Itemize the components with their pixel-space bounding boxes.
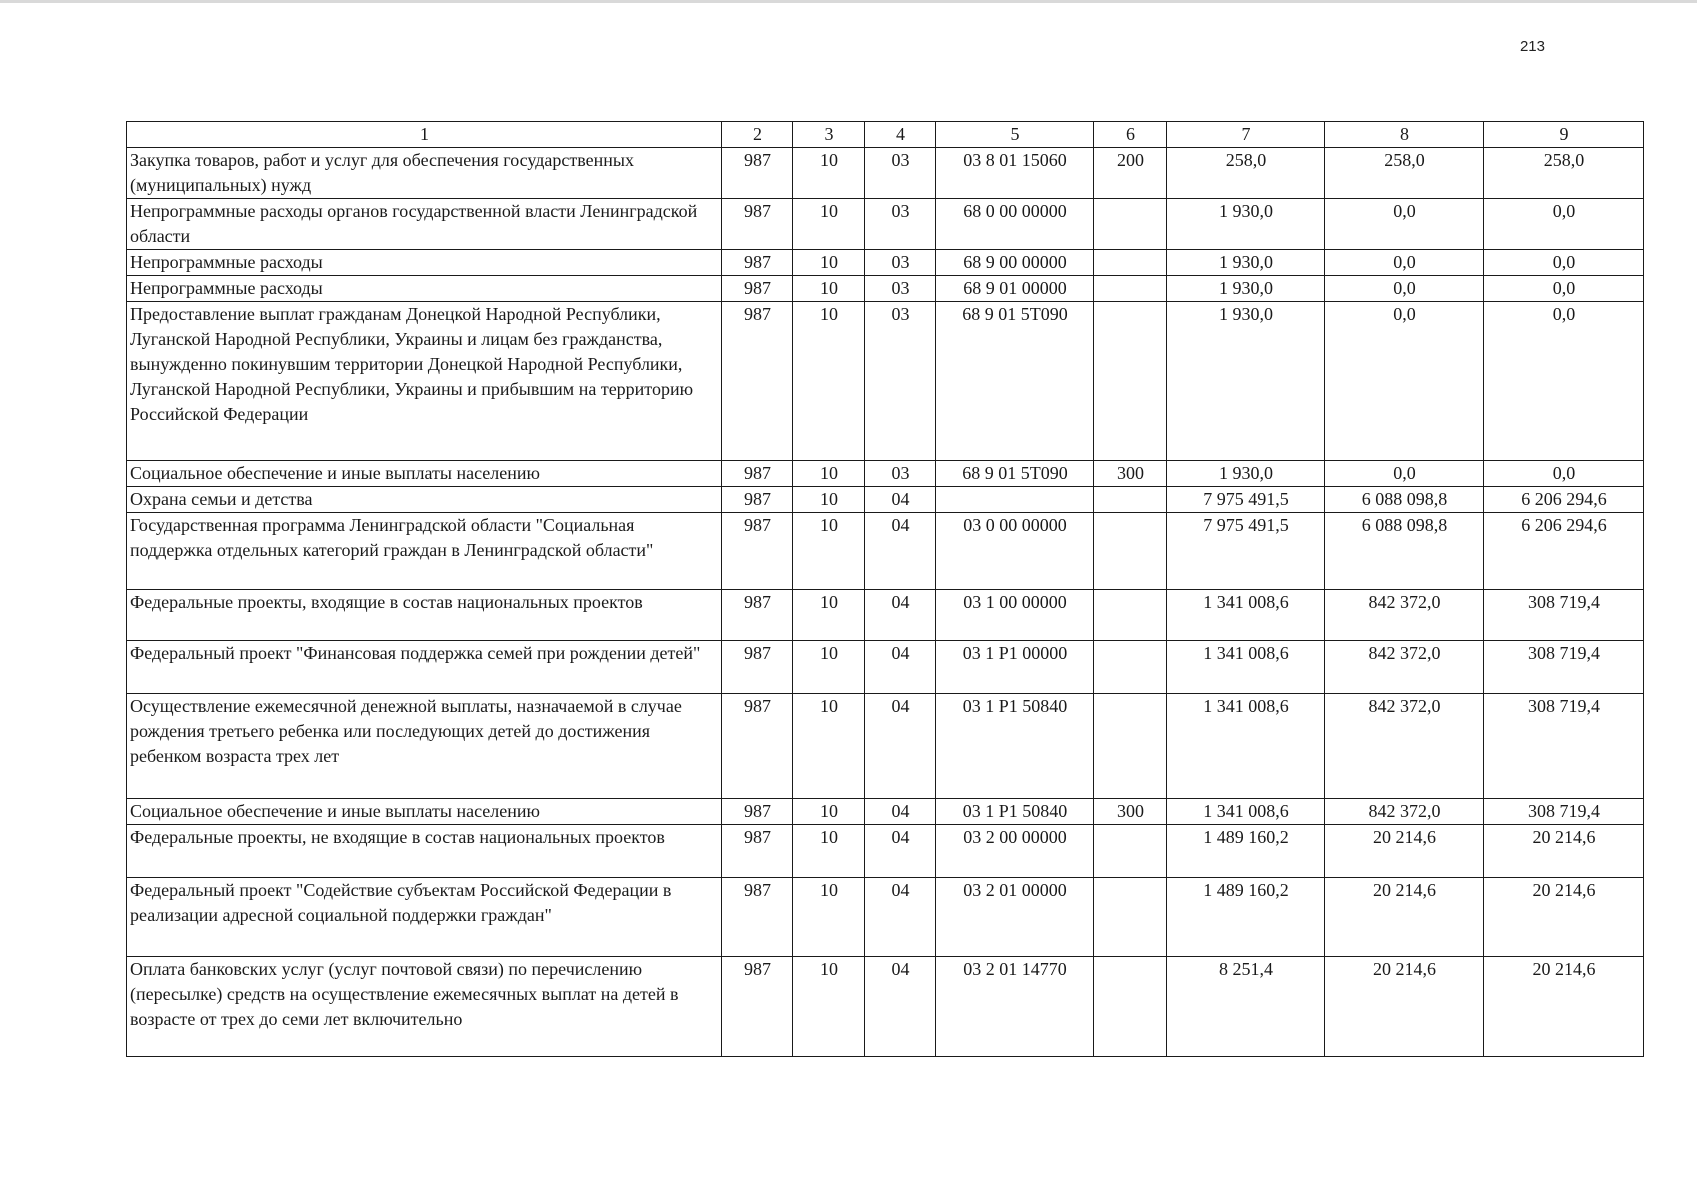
cell-subsection: 03 <box>865 148 936 199</box>
table-row <box>127 878 1644 957</box>
cell-amount-7: 1 341 008,6 <box>1167 694 1325 799</box>
cell-amount-8: 0,0 <box>1325 302 1484 461</box>
cell-amount-8: 842 372,0 <box>1325 799 1484 825</box>
table-row <box>127 694 1644 799</box>
row-name: Осуществление ежемесячной денежной выплаты, назначаемой в случае рождения третьего ребенка или последующих детей до достижения ребенком возраста трех лет <box>127 694 722 799</box>
column-number-row <box>127 122 1644 148</box>
cell-amount-9: 0,0 <box>1484 302 1644 461</box>
cell-section: 10 <box>793 825 865 878</box>
cell-section: 10 <box>793 957 865 1057</box>
cell-amount-7: 8 251,4 <box>1167 957 1325 1057</box>
cell-amount-8: 6 088 098,8 <box>1325 513 1484 590</box>
cell-amount-9: 308 719,4 <box>1484 799 1644 825</box>
row-name: Охрана семьи и детства <box>127 487 722 513</box>
cell-expense-type: 300 <box>1094 461 1167 487</box>
cell-admin-code: 987 <box>722 148 793 199</box>
cell-section: 10 <box>793 878 865 957</box>
cell-expense-type <box>1094 199 1167 250</box>
table-row <box>127 641 1644 694</box>
scan-top-edge <box>0 0 1697 3</box>
cell-section: 10 <box>793 461 865 487</box>
cell-section: 10 <box>793 302 865 461</box>
cell-subsection: 03 <box>865 461 936 487</box>
cell-amount-8: 20 214,6 <box>1325 878 1484 957</box>
cell-admin-code: 987 <box>722 878 793 957</box>
cell-expense-type <box>1094 694 1167 799</box>
row-name: Федеральные проекты, не входящие в состав национальных проектов <box>127 825 722 878</box>
table-row <box>127 957 1644 1057</box>
page-number: 213 <box>1519 38 1545 55</box>
cell-amount-8: 842 372,0 <box>1325 694 1484 799</box>
row-name: Федеральный проект "Содействие субъектам Российской Федерации в реализации адресной социальной поддержки граждан" <box>127 878 722 957</box>
table-row <box>127 250 1644 276</box>
cell-amount-7: 7 975 491,5 <box>1167 513 1325 590</box>
cell-subsection: 04 <box>865 513 936 590</box>
row-name: Социальное обеспечение и иные выплаты населению <box>127 461 722 487</box>
cell-admin-code: 987 <box>722 799 793 825</box>
cell-amount-9: 20 214,6 <box>1484 825 1644 878</box>
column-number: 6 <box>1094 122 1167 148</box>
column-number: 2 <box>722 122 793 148</box>
column-number: 8 <box>1325 122 1484 148</box>
cell-expense-type: 200 <box>1094 148 1167 199</box>
cell-amount-9: 308 719,4 <box>1484 590 1644 641</box>
cell-amount-8: 20 214,6 <box>1325 957 1484 1057</box>
cell-section: 10 <box>793 199 865 250</box>
cell-target-code: 03 2 01 14770 <box>936 957 1094 1057</box>
cell-subsection: 04 <box>865 694 936 799</box>
cell-amount-7: 1 930,0 <box>1167 276 1325 302</box>
cell-section: 10 <box>793 799 865 825</box>
cell-amount-7: 1 930,0 <box>1167 461 1325 487</box>
cell-admin-code: 987 <box>722 641 793 694</box>
cell-amount-9: 308 719,4 <box>1484 641 1644 694</box>
cell-expense-type <box>1094 957 1167 1057</box>
column-number: 1 <box>127 122 722 148</box>
row-name: Федеральный проект "Финансовая поддержка семей при рождении детей" <box>127 641 722 694</box>
cell-amount-7: 1 930,0 <box>1167 302 1325 461</box>
cell-admin-code: 987 <box>722 250 793 276</box>
cell-target-code: 03 8 01 15060 <box>936 148 1094 199</box>
cell-amount-7: 1 341 008,6 <box>1167 799 1325 825</box>
cell-amount-9: 258,0 <box>1484 148 1644 199</box>
cell-expense-type <box>1094 641 1167 694</box>
cell-subsection: 04 <box>865 825 936 878</box>
cell-expense-type <box>1094 487 1167 513</box>
cell-target-code: 68 0 00 00000 <box>936 199 1094 250</box>
cell-subsection: 03 <box>865 199 936 250</box>
column-number: 4 <box>865 122 936 148</box>
cell-amount-7: 1 930,0 <box>1167 250 1325 276</box>
cell-amount-8: 20 214,6 <box>1325 825 1484 878</box>
table-row <box>127 302 1644 461</box>
cell-amount-8: 0,0 <box>1325 250 1484 276</box>
budget-table <box>126 121 1644 1057</box>
cell-target-code: 03 1 00 00000 <box>936 590 1094 641</box>
cell-amount-8: 6 088 098,8 <box>1325 487 1484 513</box>
cell-amount-9: 0,0 <box>1484 199 1644 250</box>
column-number: 9 <box>1484 122 1644 148</box>
table-row <box>127 487 1644 513</box>
cell-section: 10 <box>793 148 865 199</box>
cell-admin-code: 987 <box>722 487 793 513</box>
cell-target-code: 03 2 00 00000 <box>936 825 1094 878</box>
cell-target-code: 68 9 01 5Т090 <box>936 461 1094 487</box>
cell-expense-type <box>1094 825 1167 878</box>
cell-amount-9: 0,0 <box>1484 461 1644 487</box>
cell-admin-code: 987 <box>722 302 793 461</box>
cell-section: 10 <box>793 590 865 641</box>
cell-amount-9: 0,0 <box>1484 276 1644 302</box>
cell-amount-8: 0,0 <box>1325 199 1484 250</box>
cell-expense-type <box>1094 513 1167 590</box>
row-name: Социальное обеспечение и иные выплаты населению <box>127 799 722 825</box>
cell-amount-9: 6 206 294,6 <box>1484 487 1644 513</box>
cell-section: 10 <box>793 487 865 513</box>
table-row <box>127 825 1644 878</box>
column-number: 3 <box>793 122 865 148</box>
cell-section: 10 <box>793 513 865 590</box>
cell-expense-type <box>1094 590 1167 641</box>
row-name: Непрограммные расходы органов государственной власти Ленинградской области <box>127 199 722 250</box>
cell-admin-code: 987 <box>722 513 793 590</box>
cell-subsection: 04 <box>865 487 936 513</box>
cell-target-code: 03 2 01 00000 <box>936 878 1094 957</box>
column-number: 7 <box>1167 122 1325 148</box>
cell-target-code: 68 9 01 5Т090 <box>936 302 1094 461</box>
row-name: Непрограммные расходы <box>127 276 722 302</box>
table-row <box>127 148 1644 199</box>
column-number: 5 <box>936 122 1094 148</box>
cell-amount-7: 258,0 <box>1167 148 1325 199</box>
table-row <box>127 199 1644 250</box>
cell-amount-8: 258,0 <box>1325 148 1484 199</box>
cell-admin-code: 987 <box>722 199 793 250</box>
cell-amount-7: 1 489 160,2 <box>1167 825 1325 878</box>
cell-subsection: 04 <box>865 590 936 641</box>
cell-expense-type <box>1094 250 1167 276</box>
cell-subsection: 04 <box>865 641 936 694</box>
cell-amount-8: 0,0 <box>1325 461 1484 487</box>
row-name: Федеральные проекты, входящие в состав национальных проектов <box>127 590 722 641</box>
cell-amount-9: 20 214,6 <box>1484 957 1644 1057</box>
cell-subsection: 03 <box>865 276 936 302</box>
cell-admin-code: 987 <box>722 957 793 1057</box>
cell-target-code: 68 9 01 00000 <box>936 276 1094 302</box>
table-row <box>127 461 1644 487</box>
row-name: Непрограммные расходы <box>127 250 722 276</box>
cell-target-code: 68 9 00 00000 <box>936 250 1094 276</box>
cell-section: 10 <box>793 250 865 276</box>
cell-amount-8: 842 372,0 <box>1325 590 1484 641</box>
cell-admin-code: 987 <box>722 694 793 799</box>
cell-admin-code: 987 <box>722 461 793 487</box>
cell-amount-7: 1 341 008,6 <box>1167 641 1325 694</box>
row-name: Государственная программа Ленинградской области "Социальная поддержка отдельных категорий граждан в Ленинградской области" <box>127 513 722 590</box>
cell-expense-type <box>1094 878 1167 957</box>
cell-expense-type <box>1094 276 1167 302</box>
table-row <box>127 799 1644 825</box>
cell-amount-8: 0,0 <box>1325 276 1484 302</box>
row-name: Закупка товаров, работ и услуг для обеспечения государственных (муниципальных) нужд <box>127 148 722 199</box>
cell-expense-type <box>1094 302 1167 461</box>
cell-section: 10 <box>793 276 865 302</box>
cell-amount-7: 1 341 008,6 <box>1167 590 1325 641</box>
cell-target-code: 03 1 P1 50840 <box>936 694 1094 799</box>
cell-admin-code: 987 <box>722 825 793 878</box>
cell-target-code: 03 0 00 00000 <box>936 513 1094 590</box>
cell-target-code <box>936 487 1094 513</box>
cell-amount-7: 1 930,0 <box>1167 199 1325 250</box>
cell-amount-9: 0,0 <box>1484 250 1644 276</box>
cell-subsection: 03 <box>865 250 936 276</box>
cell-section: 10 <box>793 641 865 694</box>
cell-amount-8: 842 372,0 <box>1325 641 1484 694</box>
cell-subsection: 04 <box>865 878 936 957</box>
cell-amount-9: 308 719,4 <box>1484 694 1644 799</box>
row-name: Оплата банковских услуг (услуг почтовой связи) по перечислению (пересылке) средств на осуществление ежемесячных выплат на детей в возрасте от трех до семи лет включительно <box>127 957 722 1057</box>
cell-amount-9: 20 214,6 <box>1484 878 1644 957</box>
table-row <box>127 590 1644 641</box>
cell-section: 10 <box>793 694 865 799</box>
cell-target-code: 03 1 P1 00000 <box>936 641 1094 694</box>
cell-subsection: 04 <box>865 799 936 825</box>
cell-admin-code: 987 <box>722 276 793 302</box>
cell-amount-7: 1 489 160,2 <box>1167 878 1325 957</box>
cell-subsection: 04 <box>865 957 936 1057</box>
cell-subsection: 03 <box>865 302 936 461</box>
table-row <box>127 513 1644 590</box>
cell-amount-7: 7 975 491,5 <box>1167 487 1325 513</box>
cell-amount-9: 6 206 294,6 <box>1484 513 1644 590</box>
cell-expense-type: 300 <box>1094 799 1167 825</box>
row-name: Предоставление выплат гражданам Донецкой Народной Республики, Луганской Народной Республики, Украины и лицам без гражданства, вынужденно покинувшим территории Донецкой Народной Республики, Луганской Народной Республики, Украины и прибывшим на территорию Российской Федерации <box>127 302 722 461</box>
cell-admin-code: 987 <box>722 590 793 641</box>
table-row <box>127 276 1644 302</box>
cell-target-code: 03 1 P1 50840 <box>936 799 1094 825</box>
